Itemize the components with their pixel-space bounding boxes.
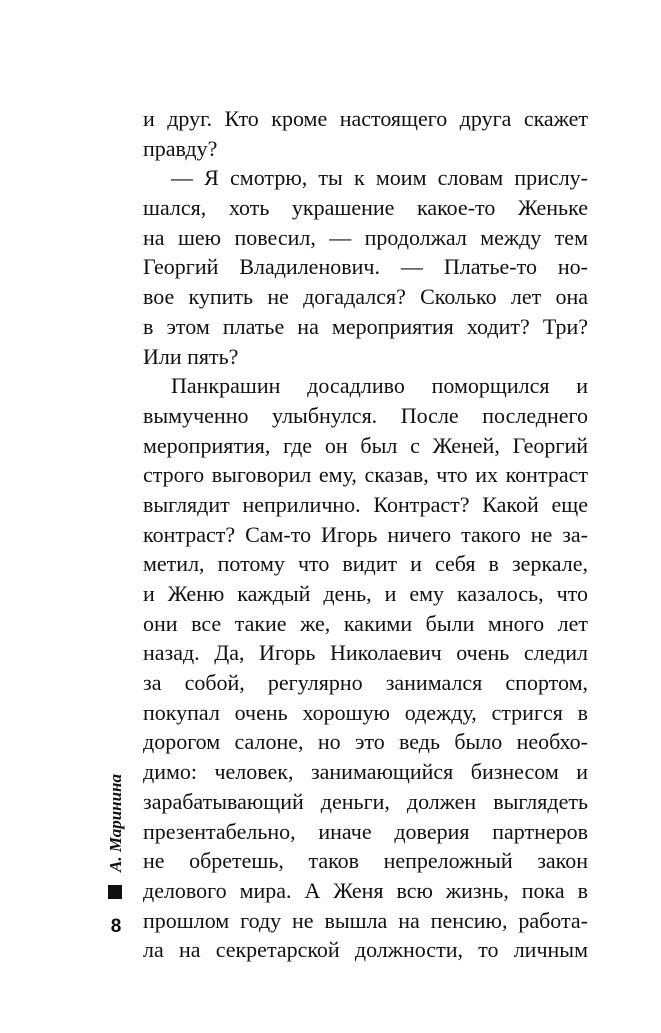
text-line: назад. Да, Игорь Николаевич очень следил	[143, 640, 588, 666]
text-line: не обретешь, таков непреложный закон	[143, 848, 588, 874]
running-head-author: А. Маринина	[106, 774, 125, 872]
text-line: покупал очень хорошую одежду, стригся в	[143, 699, 588, 725]
text-line: строго выговорил ему, сказав, что их контраст	[143, 462, 588, 488]
text-line: зарабатывающий деньги, должен выглядеть	[143, 788, 588, 814]
text-line: они все такие же, какими были много лет	[143, 610, 588, 636]
text-line: и друг. Кто кроме настоящего друга скажет	[143, 106, 588, 131]
text-line: димо: человек, занимающийся бизнесом и	[143, 759, 588, 785]
text-line: Или пять?	[143, 343, 239, 369]
text-line: Георгий Владиленович. — Платье-то но-	[143, 254, 588, 280]
text-line: выглядит неприлично. Контраст? Какой еще	[143, 491, 588, 517]
text-line: в этом платье на мероприятия ходит? Три?	[143, 313, 588, 339]
body-text	[143, 104, 588, 965]
text-line: презентабельно, иначе доверия партнеров	[143, 818, 588, 844]
text-line: — Я смотрю, ты к моим словам прислу-	[171, 165, 588, 191]
text-line: за собой, регулярно занимался спортом,	[143, 670, 588, 696]
text-line: ла на секретарской должности, то личным	[143, 937, 588, 963]
text-line: и Женю каждый день, и ему казалось, что	[143, 581, 588, 606]
text-line: Панкрашин досадливо поморщился и	[171, 373, 588, 399]
text-line: мероприятия, где он был с Женей, Георгий	[143, 432, 588, 458]
text-line: метил, потому что видит и себя в зеркале,	[143, 551, 588, 577]
text-line: прошлом году не вышла на пенсию, работа-	[143, 907, 588, 933]
page-number: 8	[110, 916, 122, 937]
text-line: правду?	[143, 135, 218, 161]
running-head-square-ornament	[108, 885, 122, 899]
text-line: на шею повесил, — продолжал между тем	[143, 224, 588, 250]
text-line: вымученно улыбнулся. После последнего	[143, 402, 588, 428]
text-line: контраст? Сам-то Игорь ничего такого не за-	[143, 521, 588, 547]
text-line: дорогом салоне, но это ведь было необхо-	[143, 729, 588, 755]
text-line: вое купить не догадался? Сколько лет она	[143, 284, 588, 310]
text-line: делового мира. А Женя всю жизнь, пока в	[143, 877, 588, 903]
text-line: шался, хоть украшение какое-то Женьке	[143, 195, 588, 221]
